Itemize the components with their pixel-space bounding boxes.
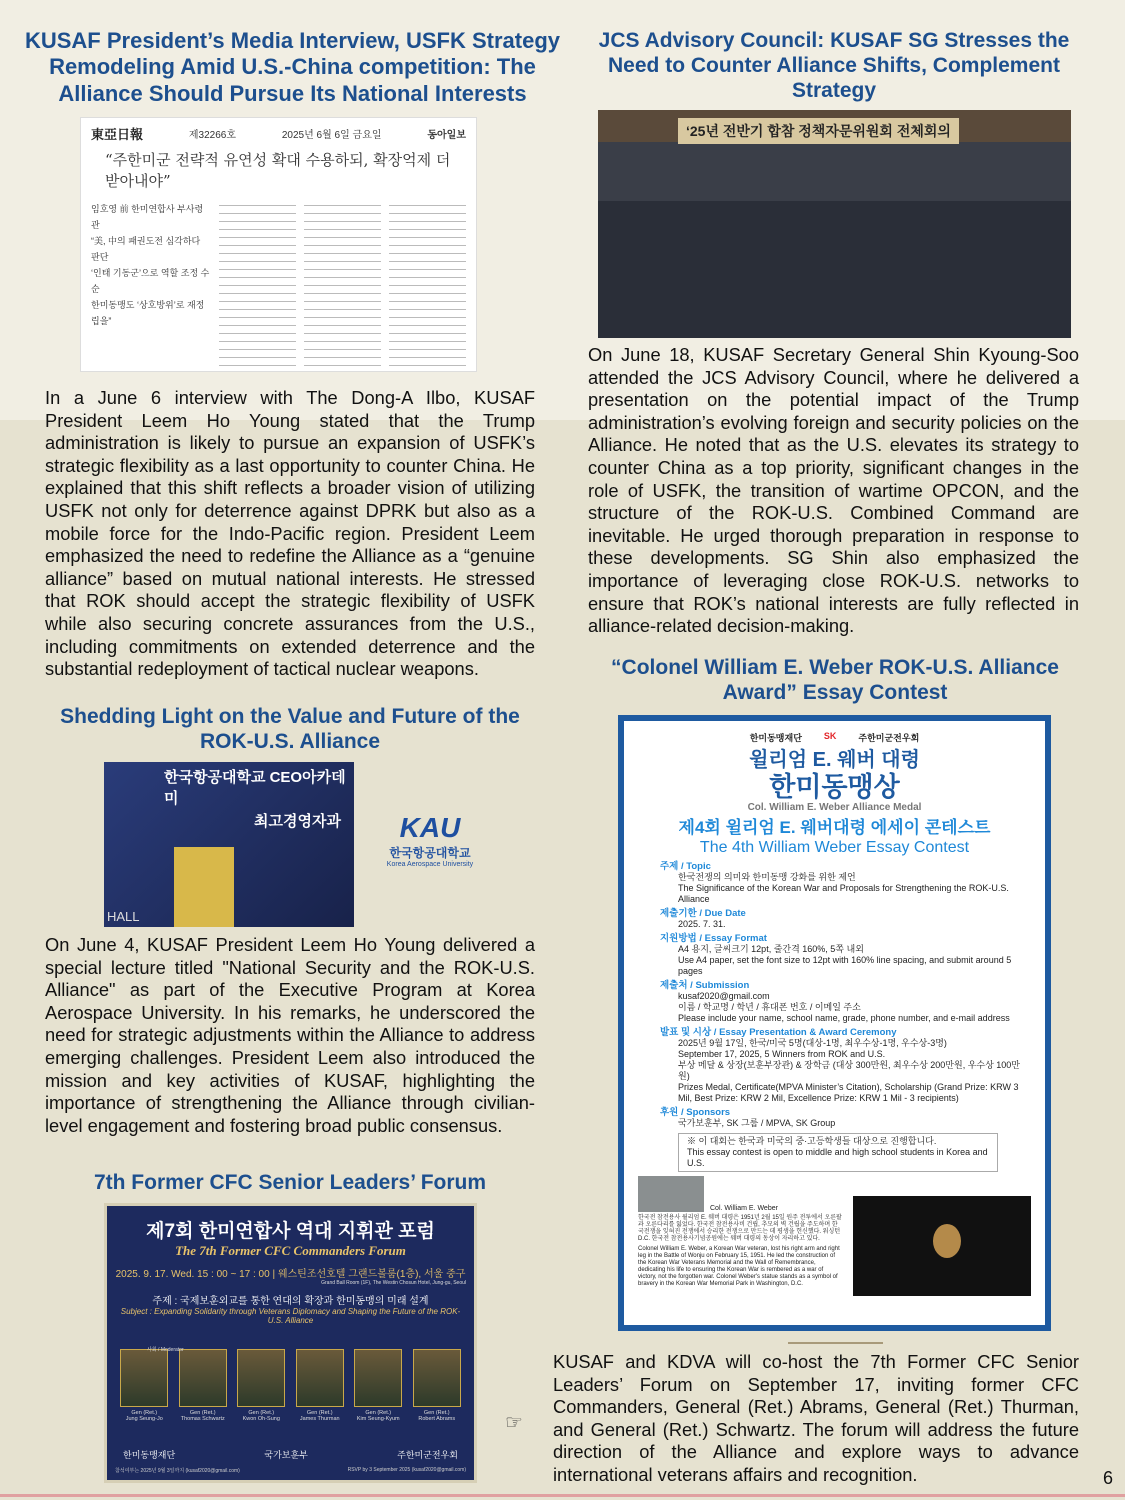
photo-caption: Col. William E. Weber [710,1205,778,1212]
issue-date: 2025년 6월 6일 금요일 [281,130,382,141]
poster-medal-en: Col. William E. Weber Alliance Medal [747,802,922,813]
paper-name: 동아일보 [427,130,466,141]
poster-section-label: 후원 / Sponsors [660,1107,731,1118]
essay-contest-poster [618,715,1051,1331]
poster-contest-en: The 4th William Weber Essay Contest [699,839,970,856]
kau-logo [380,812,480,868]
photo-banner: 최고경영자과 [254,813,341,830]
issue-number: 제32266호 [188,130,236,141]
bio-kr: 한국전 참전용사 윌리엄 E. 웨버 대령은 1951년 2월 15일 원주 전투에서 오른팔과 오른다리를 잃었다. 한국전 참전용사비 건립, 추모의 벽 건립을 주도하며 한국전쟁을 잊혀진 전쟁에서 승리한 전쟁으로 만드는 데 평생을 헌신했다. 워싱턴 D.C. 한국전 참전용사기념공원에는 웨버 대령의 동상이 자리하고 있다. [638,1215,842,1242]
poster-section-line: 국가보훈부, SK 그룹 / MPVA, SK Group [678,1118,836,1128]
lecture-photo [104,762,354,927]
poster-award-kr: 한미동맹상 [769,772,900,802]
article1-title: KUSAF President’s Media Interview, USFK Strategy Remodeling Amid U.S.-China competition: The Alliance Should Pursue Its National Interests [24,28,561,106]
poster-section-line: September 17, 2025, 5 Winners from ROK and U.S. [678,1049,886,1059]
forum-title-kr: 제7회 한미연합사 역대 지휘관 포럼 [146,1221,435,1242]
clipping-headline: “주한미군 전략적 유연성 확대 수용하되, 확장억제 더 받아내야” [105,151,451,190]
article2-body: On June 18, KUSAF Secretary General Shin Kyoung-Soo attended the JCS Advisory Council, where he delivered a presentation on the potential impact of the Trump administration’s evolving foreign and security policies on the Alliance. He noted that as the U.S. elevates its strategy to counter China as a top priority, significant changes in the role of USFK, the transition of wartime OPCON, and the structure of the ROK-U.S. Combined Command are inevitable. He urged thorough preparation in response to these developments. SG Shin also emphasized the importance of leveraging close ROK-U.S. networks to ensure that ROK’s national interests are fully reflected in alliance-related decision-making. [588,344,1079,637]
poster-title-kr: 윌리엄 E. 웨버 대령 [749,749,920,771]
logo-kusaf: 한미동맹재단 [749,733,802,743]
podium [174,847,234,927]
kau-logo-kr: 한국항공대학교 [389,846,471,860]
article3-body: On June 4, KUSAF President Leem Ho Young delivered a special lecture titled "National Security and the ROK-U.S. Alliance" as part of the Executive Program at Korea Aerospace University. In his remarks, he underscored the need for strategic adjustments within the Alliance to address emerging challenges. President Leem also introduced the mission and key activities of KUSAF, highlighting the importance of strengthening the Alliance through civilian-level engagement and fostering broad public consensus. [45,934,535,1136]
poster-contest-kr: 제4회 윌리엄 E. 웨버대령 에세이 콘테스트 [678,818,991,837]
clipping-sub: “美, 中의 패권도전 심각하다 판단 [91,236,201,262]
article5-title: “Colonel William E. Weber ROK-U.S. Alliance Award” Essay Contest [611,656,1059,705]
forum-venue-en: Grand Ball Room (1F), The Westin Chosun Hotel, Jung-gu, Seoul [321,1280,466,1286]
poster-section-label: 주제 / Topic [660,861,711,872]
footer-line [0,1494,1125,1497]
general-portrait: Gen (Ret.) Kim Seung-Kyum [354,1349,402,1422]
poster-section-line: The Significance of the Korean War and Proposals for Strengthening the ROK-U.S. Alliance [678,883,1009,904]
poster-section-line: Use A4 paper, set the font size to 12pt with 160% line spacing, and submit around 5 pages [678,955,1012,976]
poster-section-label: 제출처 / Submission [660,980,750,991]
poster-section-line: Prizes Medal, Certificate(MPVA Minister’s Citation), Scholarship (Grand Prize: KRW 3 Mil, Best Prize: KRW 2 Mil, Excellence Prize: KRW 1 Mil - 3 recipients) [678,1082,1019,1103]
clipping-sub: 한미동맹도 ‘상호방위’로 재정립을” [91,300,205,326]
photo-banner: 한국항공대학교 CEO아카데미 [164,769,346,807]
clipping-byline: 임호영 前 한미연합사 부사령관 [91,204,204,230]
poster-section-line: A4 용지, 글씨크기 12pt, 줄간격 160%, 5쪽 내외 [678,944,864,954]
logo-mpva: 국가보훈부 [264,1450,308,1460]
article4-title: 7th Former CFC Senior Leaders’ Forum [93,1171,487,1194]
poster-section-line: Please include your name, school name, grade, phone number, and e-mail address [678,1013,1010,1023]
moderator-label: 사회 / Moderator [147,1347,184,1353]
rsvp-kr: 참석여부는 2025년 9월 3일까지 (kusaf2020@gmail.com) [115,1468,240,1474]
newspaper-clipping [80,117,477,372]
poster-section-label: 발표 및 시상 / Essay Presentation & Award Ceremony [660,1027,897,1038]
general-portrait: Gen (Ret.) Kwon Oh-Sung [237,1349,285,1422]
forum-subject-en: Subject : Expanding Solidarity through Veterans Diplomacy and Shaping the Future of the ROK-U.S. Alliance [120,1307,461,1325]
logo-kusaf: 한미동맹재단 [123,1450,176,1460]
forum-title-en: The 7th Former CFC Commanders Forum [175,1243,406,1258]
kau-logo-mark: KAU [399,812,461,843]
forum-subject-kr: 주제 : 국제보훈외교를 통한 연대의 확장과 한미동맹의 미래 설계 [152,1296,429,1307]
newspaper-logo: 東亞日報 [91,127,144,142]
poster-note: ※ 이 대회는 한국과 미국의 중·고등학생들 대상으로 진행합니다. This essay contest is open to middle and high school students in Korea and U.S. [678,1133,998,1172]
forum-poster: 제7회 한미연합사 역대 지휘관 포럼 The 7th Former CFC Commanders Forum 2025. 9. 17. Wed. 15 : 00 ~ 17 : 00 | 웨스틴조선호텔 그랜드볼룸(1층), 서울 중구 Grand Ball Room (1F), The Westin Chosun Hotel, Jung-gu, Seoul 주제 : 국제보훈외교를 통한 연대의 확장과 한미동맹의 미래 설계 Subject : Expanding Solidarity through Veterans Diplomacy and Shaping the Future of the ROK-U.S. Alliance Gen (Ret.) Jung Seung-Jo Gen (Ret.) Thomas Schwartz Gen (Ret.) Kwon Oh-Sung Gen (Ret.) James Thurman Gen (Ret.) Kim Seung-Kyum Gen (Ret.) Robert Abrams 사회 / Moderator 한미동맹재단 국가보훈부 주한미군전우회 참석여부는 2025년 9월 3일까지 (kusaf2020@gmail.com) RSVP by 3 September 2025 (kusaf2020@gmail.com) [104,1203,477,1483]
kau-logo-en: Korea Aerospace University [386,861,474,868]
photo-banner: ‘25년 전반기 합참 정책자문위원회 전체회의 [678,118,959,144]
article4-body: KUSAF and KDVA will co-host the 7th Former CFC Senior Leaders’ Forum on September 17, inviting former CFC Commanders, General (Ret.) Abrams, General (Ret.) Thurman, and General (Ret.) Schwartz. The forum will address the future direction of the Alliance and explore ways to advance international veterans affairs and recognition. [553,1351,1079,1485]
weber-photo [638,1176,704,1212]
general-portrait: Gen (Ret.) Robert Abrams [413,1349,461,1422]
jcs-council-group-photo [598,110,1071,338]
general-portrait: Gen (Ret.) Thomas Schwartz [179,1349,227,1422]
rsvp-en: RSVP by 3 September 2025 (kusaf2020@gmail.com) [347,1467,466,1473]
forum-venue: 웨스틴조선호텔 그랜드볼룸(1층), 서울 중구 [277,1269,466,1280]
logo-sk: SK [823,731,837,741]
poster-section-label: 지원방법 / Essay Format [660,933,767,944]
logo-kdva: 주한미군전우회 [397,1450,458,1460]
general-portrait: Gen (Ret.) Jung Seung-Jo [120,1349,168,1422]
article2-title: JCS Advisory Council: KUSAF SG Stresses the Need to Counter Alliance Shifts, Complement Strategy [598,29,1070,103]
divider [788,1342,883,1344]
poster-section-line: 부상 메달 & 상장(보훈부장관) & 장학금 (대상 300만원, 최우수상 200만원, 우수상 100만원) [678,1060,1020,1081]
poster-section-line: 2025. 7. 31. [678,919,726,929]
general-portrait: Gen (Ret.) James Thurman [296,1349,344,1422]
poster-section-line: 2025년 9월 17일, 한국/미국 5명(대상-1명, 최우수상-1명, 우수상-3명) [678,1038,947,1048]
poster-section-line: 한국전쟁의 의미와 한미동맹 강화를 위한 제언 [678,872,856,882]
clipping-sub: ‘인태 기동군’으로 역할 조정 수순 [91,268,210,294]
bio-en: Colonel William E. Weber, a Korean War veteran, lost his right arm and right leg in the Battle of Wonju on February 15, 1951. He led the construction of the Korean War Veterans Memorial and the Wall of Remembrance, dedicating his life to ensuring the Korean War is rembered as a war of victory, not the forgotten war. Colonel Weber's statue stands as a symbol of bravery in the Korean War Memorial Park in Washington, D.C. [638,1246,840,1287]
poster-section-line: kusaf2020@gmail.com [678,991,770,1001]
article3-title: Shedding Light on the Value and Future of the ROK-U.S. Alliance [60,705,520,754]
page-number: 6 [1102,1468,1113,1488]
photo-hall-text: HALL [107,909,140,924]
logo-kdva: 주한미군전우회 [858,733,920,743]
poster-section-line: 이름 / 학교명 / 학년 / 휴대폰 번호 / 이메일 주소 [678,1002,861,1012]
forum-datetime: 2025. 9. 17. Wed. 15 : 00 ~ 17 : 00 [115,1269,270,1280]
medal-display-photo [853,1196,1031,1296]
pointing-hand-icon: ☞ [505,1412,523,1434]
article1-body: In a June 6 interview with The Dong-A Ilbo, KUSAF President Leem Ho Young stated that the Trump administration is likely to pursue an expansion of USFK’s strategic flexibility as a last opportunity to counter China. He explained that this shift reflects a broader vision of utilizing USFK not only for deterrence against DPRK but also as a mobile force for the Indo-Pacific region. President Leem emphasized the need to redefine the Alliance as a “genuine alliance” based on mutual national interests. He stressed that ROK should accept the strategic flexibility of USFK while also securing concrete assurances from the U.S., including commitments on extended deterrence and the substantial redeployment of tactical nuclear weapons. [45,387,535,680]
poster-section-label: 제출기한 / Due Date [660,908,746,919]
